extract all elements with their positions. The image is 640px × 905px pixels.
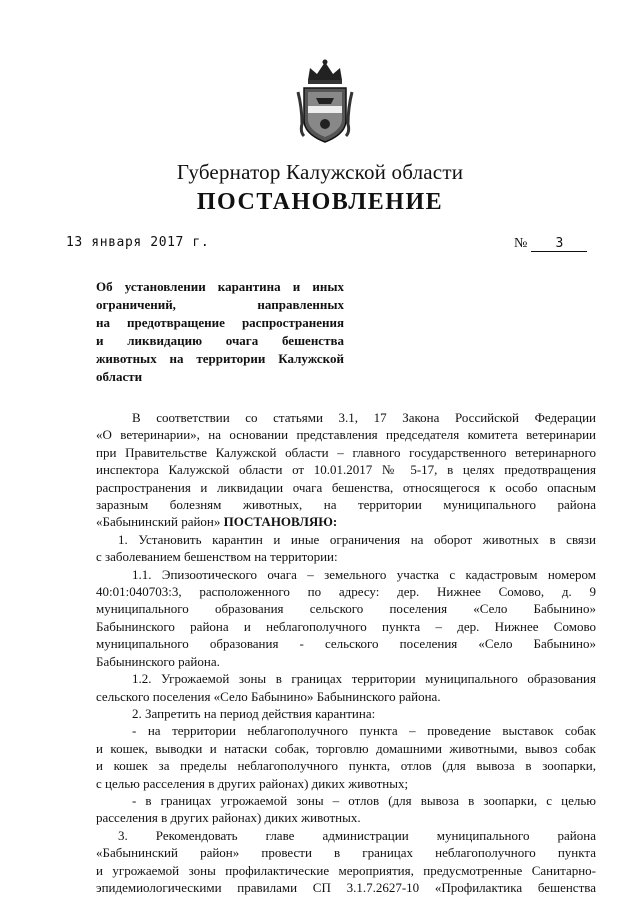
- district-name: «Бабынинский район»: [96, 514, 221, 530]
- body-line: В соответствии со статьями 3.1, 17 Закона Российской Федерации: [132, 410, 596, 425]
- subject-line: животных на территории Калужской: [96, 351, 344, 366]
- body-line: и кошек, выводки и натаски собак, торговлю домашними животными, вывоз собак: [96, 740, 596, 756]
- body-line: муниципального образования сельского поселения «Село Бабынино»: [96, 601, 596, 617]
- document-subject: [96, 278, 344, 386]
- body-line: инспектора Калужской области от 10.01.2017 № 5-17, в целях предотвращения: [96, 462, 596, 478]
- body-line: с целью расселения в других районах) диких животных;: [96, 775, 409, 791]
- document-body: [96, 409, 596, 896]
- body-line: Бабынинского района и неблагополучного пункта – дер. Нижнее Сомово: [96, 618, 596, 634]
- number-label: №: [514, 236, 528, 251]
- body-line: с заболеванием бешенством на территории:: [96, 549, 338, 565]
- subject-line: на предотвращение распространения: [96, 315, 344, 330]
- body-line: - в границах угрожаемой зоны – отлов (для вывоза в зоопарки, с целью: [132, 792, 596, 808]
- body-line-decree: [96, 513, 596, 530]
- decree-keyword: ПОСТАНОВЛЯЮ:: [223, 514, 338, 530]
- subject-line: Об установлении карантина и иных: [96, 279, 344, 294]
- body-line: сельского поселения «Село Бабынино» Бабынинского района.: [96, 688, 441, 704]
- body-line: и кошек за пределы неблагополучного пункта, отлов (для вывоза в зоопарки,: [96, 758, 596, 774]
- document-number: [514, 236, 587, 252]
- body-line: заразным болезням животных, на территории муниципального района: [96, 497, 596, 513]
- body-line: 40:01:040703:3, расположенного по адресу: дер. Нижнее Сомово, д. 9: [96, 584, 596, 600]
- body-line: «О ветеринарии», на основании представления председателя комитета ветеринарии: [96, 427, 596, 443]
- number-value: 3: [531, 236, 587, 252]
- body-line: расселения в других районах) диких животных.: [96, 810, 361, 826]
- body-line: - на территории неблагополучного пункта – проведение выставок собак: [132, 723, 596, 739]
- body-line: «Бабынинский район» провести в границах неблагополучного пункта: [96, 845, 596, 861]
- subject-line: ограничений, направленных: [96, 297, 344, 312]
- document-type-title: ПОСТАНОВЛЕНИЕ: [196, 189, 444, 215]
- body-line: при Правительстве Калужской области – главного государственного ветеринарного: [96, 444, 596, 460]
- body-line: распространения и ликвидации очага бешенства, относящегося к особо опасным: [96, 479, 596, 495]
- subject-line: области: [96, 369, 143, 384]
- body-line: муниципального образования - сельского поселения «Село Бабынино»: [96, 636, 596, 652]
- document-date: 13 января 2017 г.: [66, 235, 210, 250]
- body-line: 2. Запретить на период действия карантина:: [132, 705, 376, 721]
- body-line: 1.1. Эпизоотического очага – земельного участка с кадастровым номером: [132, 566, 596, 582]
- subject-line: и ликвидацию очага бешенства: [96, 333, 344, 348]
- body-line: и угрожаемой зоны профилактические мероприятия, предусмотренные Санитарно-: [96, 862, 596, 878]
- coat-of-arms-emblem: [296, 58, 354, 148]
- body-line: 1.2. Угрожаемой зоны в границах территории муниципального образования: [132, 671, 596, 687]
- body-line: 3. Рекомендовать главе администрации муниципального района: [118, 827, 596, 843]
- body-line: Бабынинского района.: [96, 653, 220, 669]
- issuer-title: Губернатор Калужской области: [176, 160, 464, 184]
- body-line: 1. Установить карантин и иные ограничения на оборот животных в связи: [118, 531, 596, 547]
- body-line: эпидемиологическими правилами СП 3.1.7.2627-10 «Профилактика бешенства: [96, 879, 596, 895]
